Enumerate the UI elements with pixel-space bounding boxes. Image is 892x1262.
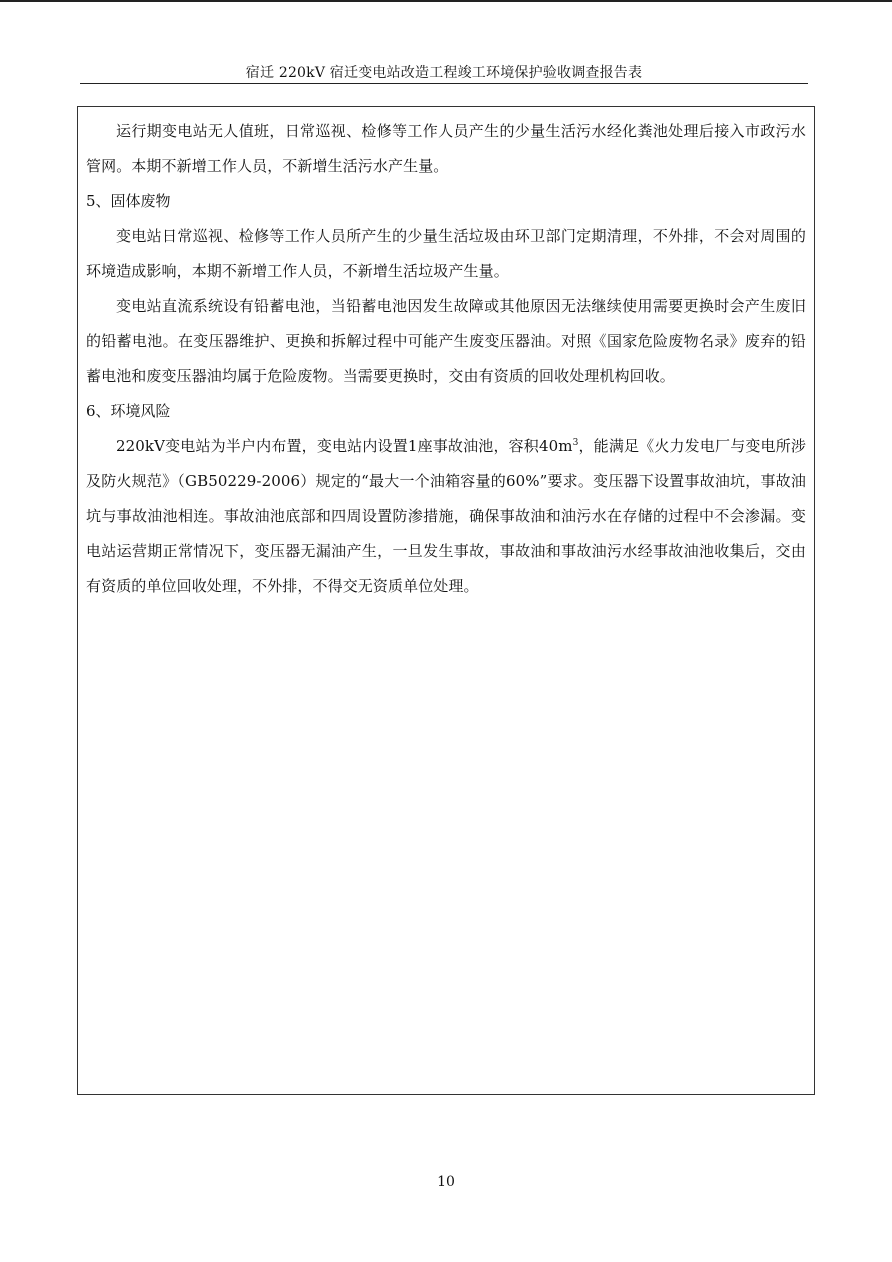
report-content-box	[77, 106, 815, 1095]
page-number: 10	[437, 1174, 455, 1190]
page-top-edge	[0, 0, 892, 2]
section-heading-environmental-risk: 6、环境风险	[86, 402, 171, 420]
paragraph-hazardous-waste: 变电站直流系统设有铅蓄电池，当铅蓄电池因发生故障或其他原因无法继续使用需要更换时会产生废旧的铅蓄电池。在变压器维护、更换和拆解过程中可能产生废变压器油。对照《国家危险废物名录》废弃的铅蓄电池和废变压器油均属于危险废物。当需要更换时，交由有资质的回收处理机构回收。	[86, 297, 806, 385]
paragraph-environmental-risk	[86, 429, 806, 604]
paragraph-wastewater: 运行期变电站无人值班，日常巡视、检修等工作人员产生的少量生活污水经化粪池处理后接入市政污水管网。本期不新增工作人员，不新增生活污水产生量。	[86, 122, 806, 175]
section-heading-solid-waste: 5、固体废物	[86, 192, 171, 210]
env-risk-text-part-b: ，能满足《火力发电厂与变电所涉及防火规范》（GB50229-2006）规定的“最大一个油箱容量的60%”要求。变压器下设置事故油坑，事故油坑与事故油池相连。事故油池底部和四周设置防渗措施，确保事故油和油污水在存储的过程中不会渗漏。变电站运营期正常情况下，变压器无漏油产生，一旦发生事故，事故油和事故油污水经事故油池收集后，交由有资质的单位回收处理，不外排，不得交无资质单位处理。	[86, 437, 806, 595]
header-divider	[80, 83, 808, 84]
report-header-title: 宿迁 220kV 宿迁变电站改造工程竣工环境保护验收调查报告表	[245, 65, 643, 81]
cubic-superscript: 3	[572, 438, 579, 448]
env-risk-text-part-a: 220kV变电站为半户内布置，变电站内设置1座事故油池，容积40m	[116, 437, 573, 455]
paragraph-domestic-garbage: 变电站日常巡视、检修等工作人员所产生的少量生活垃圾由环卫部门定期清理，不外排，不会对周围的环境造成影响，本期不新增工作人员，不新增生活垃圾产生量。	[86, 227, 806, 280]
